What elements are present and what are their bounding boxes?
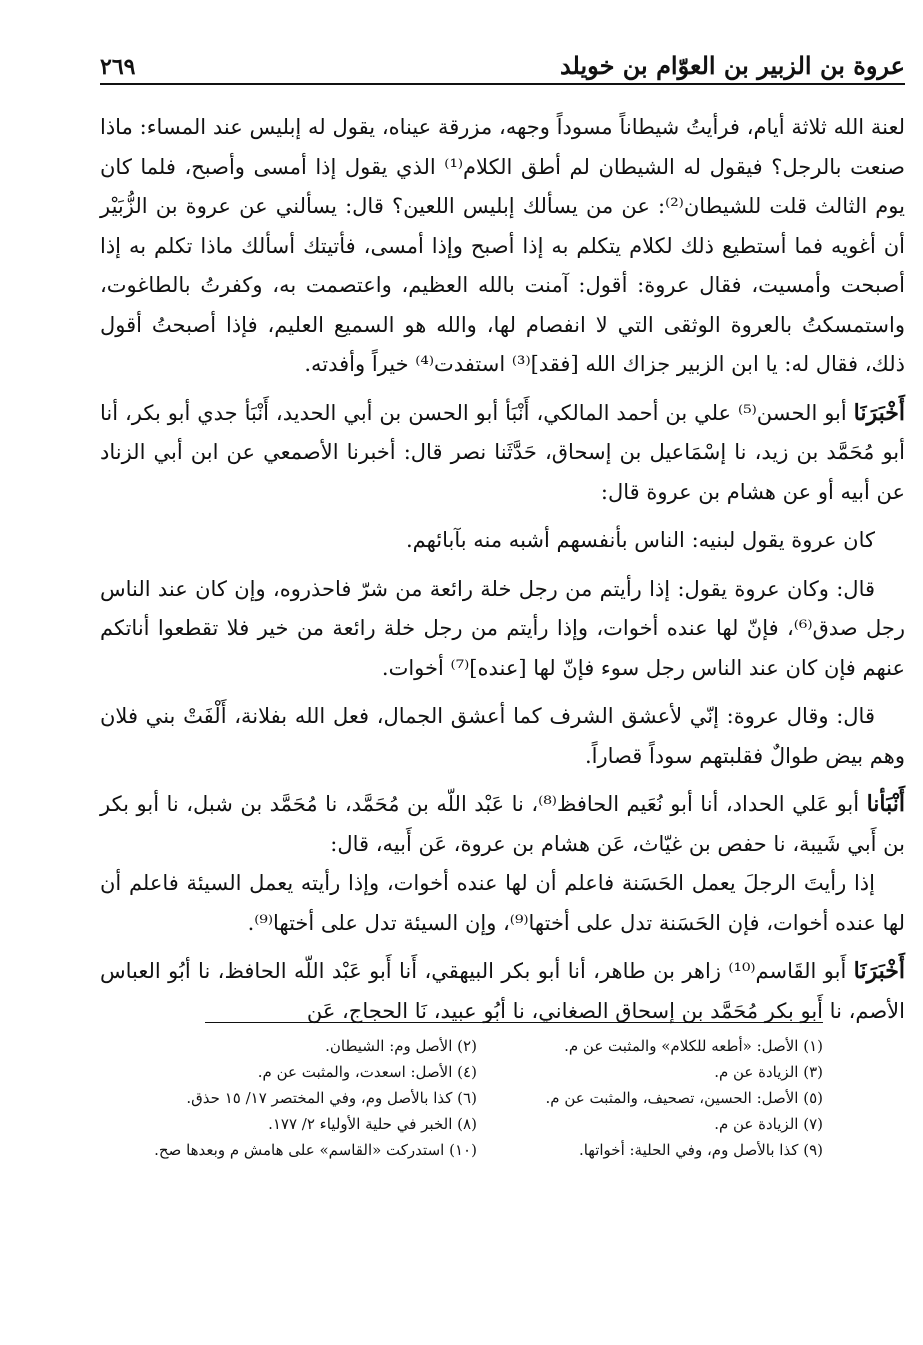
footnote-2: (٢) الأصل وم: الشيطان. (325, 1037, 477, 1055)
paragraph-3-text: كان عروة يقول لبنيه: الناس بأنفسهم أشبه منه بآبائهم. (405, 528, 875, 552)
footnote-3: (٣) الزيادة عن م. (714, 1063, 823, 1081)
footnote-5: (٥) الأصل: الحسين، تصحيف، والمثبت عن م. (545, 1089, 823, 1107)
footnote-6: (٦) كذا بالأصل وم، وفي المختصر ١٧/ ١٥ حذق. (186, 1089, 477, 1107)
paragraph-5-text: قال: وقال عروة: إنّي لأعشق الشرف كما أعشق الجمال، فعل الله بفلانة، أَلْفَتْ بني فلان وهم بيض طوالٌ فقلبتهم سوداً قصاراً. (100, 704, 905, 768)
footnote-1: (١) الأصل: «أطعه للكلام» والمثبت عن م. (564, 1037, 823, 1055)
footnote-10: (١٠) استدركت «القاسم» على هامش م وبعدها صح. (154, 1141, 477, 1159)
page-number: ٢٦٩ (100, 54, 136, 80)
paragraph-6-lead: أَنْبَأنا (866, 791, 905, 817)
footnote-7: (٧) الزيادة عن م. (714, 1115, 823, 1133)
header-rule (100, 83, 905, 85)
footnote-grid (154, 1033, 823, 1163)
header-title: عروة بن الزبير بن العوّام بن خويلد (559, 51, 905, 80)
paragraph-6 (100, 785, 905, 864)
paragraph-1-text: لعنة الله ثلاثة أيام، فرأيتُ شيطاناً مسوداً وجهه، مزرقة عيناه، يقول له إبليس عند المساء: ماذا صنعت بالرجل؟ فيقول له الشيطان لم أطق الكلام⁽¹⁾ الذي يقول إذا أمسى وأصبح، فلما كان يوم الثالث قلت للشيطان⁽²⁾: عن من يسألك إبليس اللعين؟ قال: يسألني عن عروة بن الزُّبَيْر أن أغويه فما أستطيع ذلك لكلام يتكلم به إذا أصبح وإذا أمسى، فأتيتك أسألك ماذا تكلم به إذا أصبحت وأمسيت، فقال عروة: أقول: آمنت بالله العظيم، واعتصمت به، وكفرتُ بالطاغوت، واستمسكتُ بالعروة الوثقى التي لا انفصام لها، والله هو السميع العليم، فإذا أصبحتُ أقول ذلك، فقال له: يا ابن الزبير جزاك الله [فقد]⁽³⁾ استفدت⁽⁴⁾ خيراً وأفدته. (100, 115, 905, 376)
running-header (100, 40, 905, 80)
paragraph-2 (100, 394, 905, 513)
footnotes (154, 1022, 823, 1163)
footnote-9: (٩) كذا بالأصل وم، وفي الحلية: أخواتها. (578, 1141, 823, 1159)
paragraph-8 (100, 952, 905, 1031)
paragraph-7 (100, 864, 905, 943)
paragraph-7-text: إذا رأيتَ الرجلَ يعمل الحَسَنة فاعلم أن لها عنده أخوات، وإذا رأيته يعمل السيئة فاعلم أن لها عنده أخوات، فإن الحَسَنة تدل على أختها⁽⁹⁾، وإن السيئة تدل على أختها⁽⁹⁾. (100, 871, 905, 935)
paragraph-2-text: أبو الحسن⁽⁵⁾ علي بن أحمد المالكي، أَنْبَأ أبو الحسن بن أبي الحديد، أَنْبَأ جدي أبو بكر، أنا أبو مُحَمَّد بن زيد، نا إسْمَاعيل بن إسحاق، حَدَّثَنا نصر قال: أخبرنا الأصمعي عن ابن أبي الزناد عن أبيه أو عن هشام بن عروة قال: (100, 400, 905, 504)
paragraph-1 (100, 108, 905, 385)
paragraph-4 (100, 570, 905, 689)
paragraph-4-text: قال: وكان عروة يقول: إذا رأيتم من رجل خلة رائعة من شرّ فاحذروه، وإن كان عند الناس رجل صدق⁽⁶⁾، فإنّ لها عنده أخوات، وإذا رأيتم من رجل خلة رائعة من خير فلا تقطعوا أناتكم عنهم فإن كان عند الناس رجل سوء فإنّ لها [عنده]⁽⁷⁾ أخوات. (100, 576, 905, 680)
paragraph-8-text: أَبو القَاسم⁽¹⁰⁾ زاهر بن طاهر، أنا أبو بكر البيهقي، أَنا أَبو عَبْد اللّه الحافظ، نا أبُو العباس الأصم، نا أَبو بكر مُحَمَّد بن إسحاق الصغاني، نا أبُو عبيد، نَا الحجاج، عَن (100, 959, 905, 1023)
footnote-4: (٤) الأصل: اسعدت، والمثبت عن م. (257, 1063, 477, 1081)
main-text (100, 108, 905, 1031)
paragraph-2-lead: أَخْبَرَنَا (853, 399, 905, 426)
paragraph-6-text: أبو عَلي الحداد، أنا أبو نُعَيم الحافظ⁽⁸⁾، نا عَبْد اللّه بن مُحَمَّد، نا مُحَمَّد بن شبل، نا أبو بكر بن أَبي شَيبة، نا حفص بن غيّاث، عَن هشام بن عروة، عَن أَبيه، قال: (100, 792, 905, 856)
footnote-rule (205, 1022, 823, 1023)
paragraph-8-lead: أَخْبَرَنَا (853, 958, 905, 984)
paragraph-5 (100, 697, 905, 776)
paragraph-3 (100, 521, 905, 561)
footnote-8: (٨) الخبر في حلية الأولياء ٢/ ١٧٧. (268, 1115, 477, 1133)
